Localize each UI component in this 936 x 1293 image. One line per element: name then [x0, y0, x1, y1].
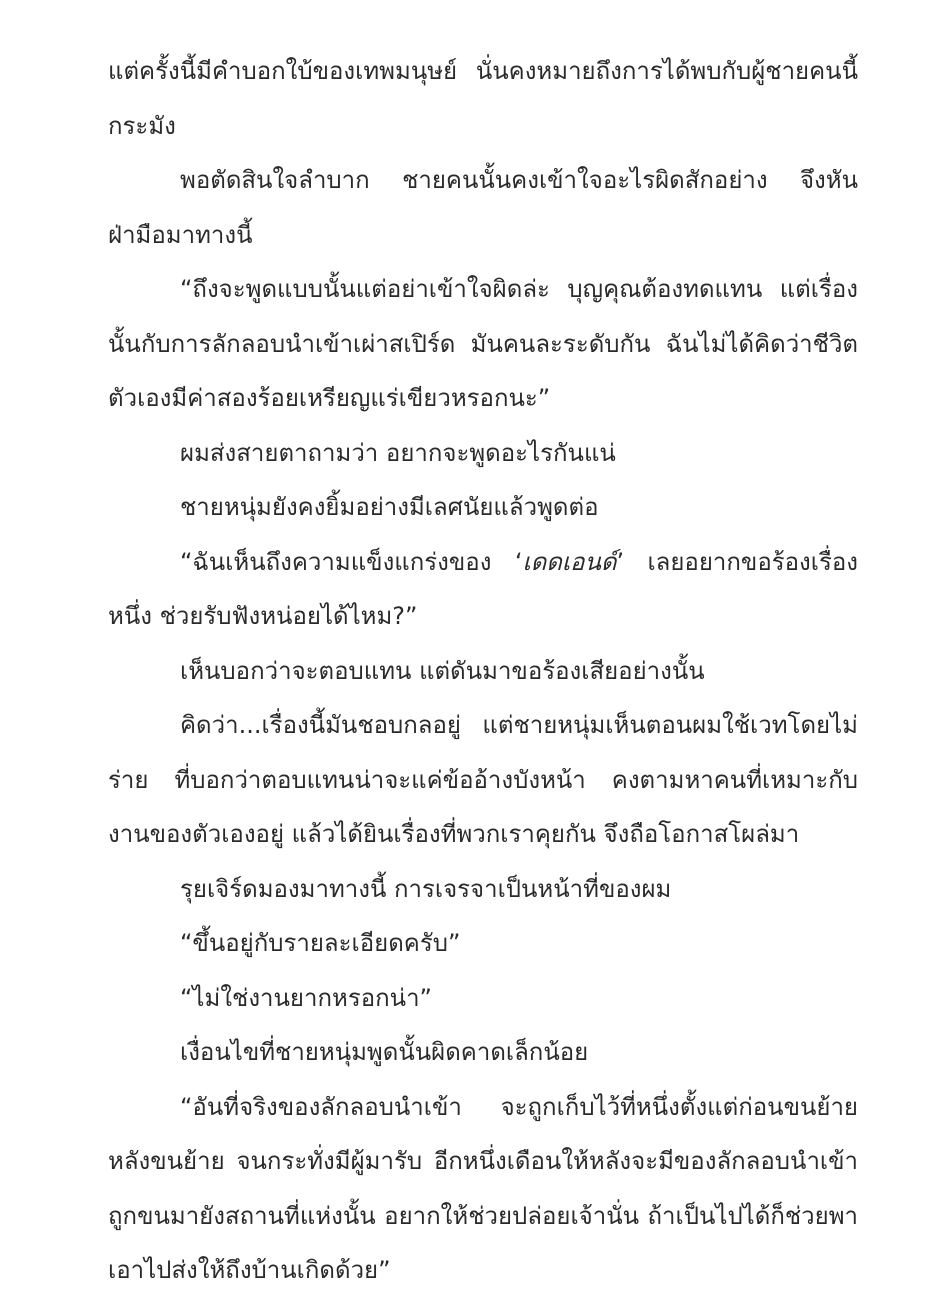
- paragraph-8: คิดว่า...เรื่องนี้มันชอบกลอยู่ แต่ชายหนุ่มเห็นตอนผมใช้เวทโดยไม่ร่าย ที่บอกว่าตอบแทนน่าจะแค่ข้ออ้างบังหน้า คงตามหาคนที่เหมาะกับงานของตัวเองอยู่ แล้วได้ยินเรื่องที่พวกเราคุยกัน จึงถือโอกาสโผล่มา: [108, 711, 858, 848]
- paragraph-5: ชายหนุ่มยังคงยิ้มอย่างมีเลศนัยแล้วพูดต่อ: [180, 493, 599, 521]
- paragraph-13: “อันที่จริงของลักลอบนำเข้า จะถูกเก็บไว้ที่หนึ่งตั้งแต่ก่อนขนย้ายหลังขนย้าย จนกระทั่งมีผู้มารับ อีกหนึ่งเดือนให้หลังจะมีของลักลอบนำเข้าถูกขนมายังสถานที่แห่งนั้น อยากให้ช่วยปล่อยเจ้านั่น ถ้าเป็นไปได้ก็ช่วยพาเอาไปส่งให้ถึงบ้านเกิดด้วย”: [108, 1092, 858, 1284]
- paragraph-1: แต่ครั้งนี้มีคำบอกใบ้ของเทพมนุษย์ นั่นคงหมายถึงการได้พบกับผู้ชายคนนี้กระมัง: [108, 57, 858, 140]
- text-body: [108, 44, 858, 1293]
- paragraph-3: “ถึงจะพูดแบบนั้นแต่อย่าเข้าใจผิดล่ะ บุญคุณต้องทดแทน แต่เรื่องนั้นกับการลักลอบนำเข้าเผ่าสเปิร์ด มันคนละระดับกัน ฉันไม่ได้คิดว่าชีวิตตัวเองมีค่าสองร้อยเหรียญแร่เขียวหรอกนะ”: [108, 275, 858, 412]
- paragraph-6: [108, 535, 858, 644]
- paragraph-10: “ขึ้นอยู่กับรายละเอียดครับ”: [180, 929, 461, 957]
- paragraph-7: เห็นบอกว่าจะตอบแทน แต่ดันมาขอร้องเสียอย่างนั้น: [180, 656, 705, 685]
- paragraph-6-before: “ฉันเห็นถึงความแข็งแกร่งของ ‘: [180, 547, 523, 576]
- paragraph-11: “ไม่ใช่งานยากหรอกน่า”: [180, 983, 432, 1012]
- paragraph-4: ผมส่งสายตาถามว่า อยากจะพูดอะไรกันแน่: [180, 438, 616, 467]
- paragraph-9: รุยเจิร์ดมองมาทางนี้ การเจรจาเป็นหน้าที่ของผม: [180, 874, 672, 903]
- paragraph-12: เงื่อนไขที่ชายหนุ่มพูดนั้นผิดคาดเล็กน้อย: [180, 1038, 589, 1066]
- paragraph-6-emphasis: เดดเอนด์: [522, 547, 617, 576]
- paragraph-2: พอตัดสินใจลำบาก ชายคนนั้นคงเข้าใจอะไรผิดสักอย่าง จึงหันฝ่ามือมาทางนี้: [108, 166, 858, 249]
- paragraph-6-after: ’ เลยอยากขอร้องเรื่องหนึ่ง ช่วยรับฟังหน่อยได้ไหม?”: [108, 547, 858, 630]
